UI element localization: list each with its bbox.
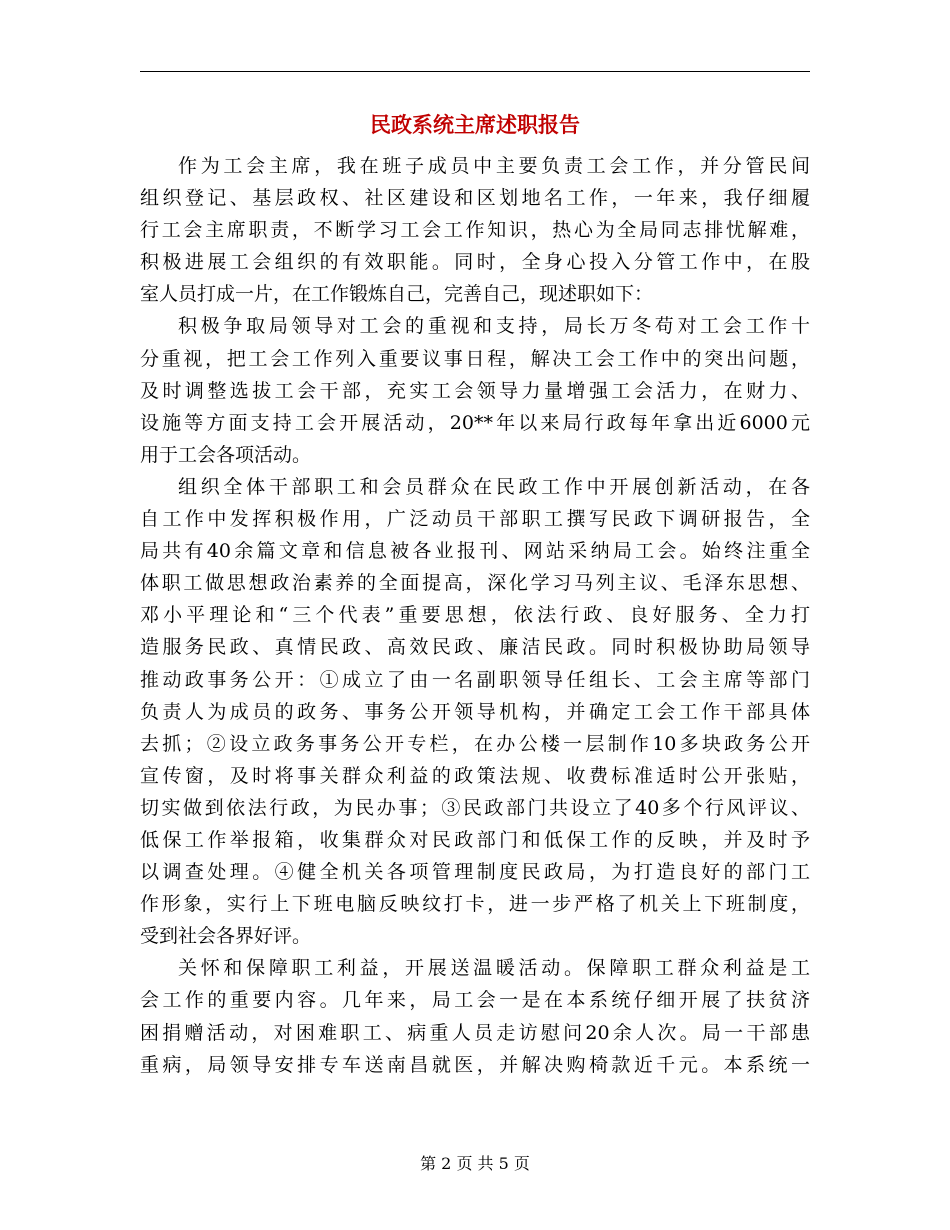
text-line: 用于工会各项活动。 xyxy=(140,443,312,466)
text-line: 体职工做思想政治素养的全面提高，深化学习马列主议、毛泽东思想、 xyxy=(140,572,810,595)
text-line: 分重视，把工会工作列入重要议事日程，解决工会工作中的突出问题， xyxy=(140,347,810,370)
text-line: 宣传窗，及时将事关群众利益的政策法规、收费标准适时公开张贴， xyxy=(140,764,810,787)
text-line: 组织登记、基层政权、社区建设和区划地名工作，一年来，我仔细履 xyxy=(140,187,810,210)
page-indicator: 第 2 页 共 5 页 xyxy=(420,1154,530,1173)
text-line: 积极争取局领导对工会的重视和支持，局长万冬苟对工会工作十 xyxy=(178,315,810,338)
text-line: 室人员打成一片，在工作锻炼自己，完善自己，现述职如下： xyxy=(140,283,654,306)
text-line: 造服务民政、真情民政、高效民政、廉洁民政。同时积极协助局领导 xyxy=(140,636,810,659)
text-line: 作形象，实行上下班电脑反映纹打卡，进一步严格了机关上下班制度， xyxy=(140,893,810,916)
text-line: 组织全体干部职工和会员群众在民政工作中开展创新活动，在各 xyxy=(178,475,810,498)
text-line: 邓小平理论和“三个代表”重要思想，依法行政、良好服务、全力打 xyxy=(140,604,810,627)
text-line: 局共有40余篇文章和信息被各业报刊、网站采纳局工会。始终注重全 xyxy=(140,540,810,563)
header-rule xyxy=(140,71,810,72)
text-line: 受到社会各界好评。 xyxy=(140,925,312,948)
text-line: 以调查处理。④健全机关各项管理制度民政局，为打造良好的部门工 xyxy=(140,861,810,884)
text-line: 负责人为成员的政务、事务公开领导机构，并确定工会工作干部具体 xyxy=(140,700,810,723)
text-line: 作为工会主席，我在班子成员中主要负责工会工作，并分管民间 xyxy=(178,155,810,177)
text-line: 切实做到依法行政，为民办事；③民政部门共设立了40多个行风评议、 xyxy=(140,796,810,819)
paragraph xyxy=(140,471,810,952)
document-body xyxy=(140,150,810,1081)
paragraph xyxy=(140,150,810,310)
text-line: 自工作中发挥积极作用，广泛动员干部职工撰写民政下调研报告，全 xyxy=(140,508,810,531)
text-line: 设施等方面支持工会开展活动，20**年以来局行政每年拿出近6000元 xyxy=(140,411,810,434)
document-title: 民政系统主席述职报告 xyxy=(370,112,580,137)
text-line: 行工会主席职责，不断学习工会工作知识，热心为全局同志排忧解难， xyxy=(140,219,810,242)
text-line: 去抓；②设立政务事务公开专栏，在办公楼一层制作10多块政务公开 xyxy=(140,732,810,755)
text-line: 困捐赠活动，对困难职工、病重人员走访慰问20余人次。局一干部患 xyxy=(140,1021,810,1044)
paragraph xyxy=(140,310,810,470)
text-line: 低保工作举报箱，收集群众对民政部门和低保工作的反映，并及时予 xyxy=(140,828,810,851)
text-line: 重病，局领导安排专车送南昌就医，并解决购椅款近千元。本系统一 xyxy=(140,1053,810,1076)
text-line: 推动政事务公开：①成立了由一名副职领导任组长、工会主席等部门 xyxy=(140,668,810,691)
text-line: 及时调整选拔工会干部，充实工会领导力量增强工会活力，在财力、 xyxy=(140,379,810,402)
paragraph xyxy=(140,952,810,1080)
text-line: 关怀和保障职工利益，开展送温暖活动。保障职工群众利益是工 xyxy=(178,957,810,980)
text-line: 积极进展工会组织的有效职能。同时，全身心投入分管工作中，在股 xyxy=(140,251,810,274)
text-line: 会工作的重要内容。几年来，局工会一是在本系统仔细开展了扶贫济 xyxy=(140,989,810,1012)
